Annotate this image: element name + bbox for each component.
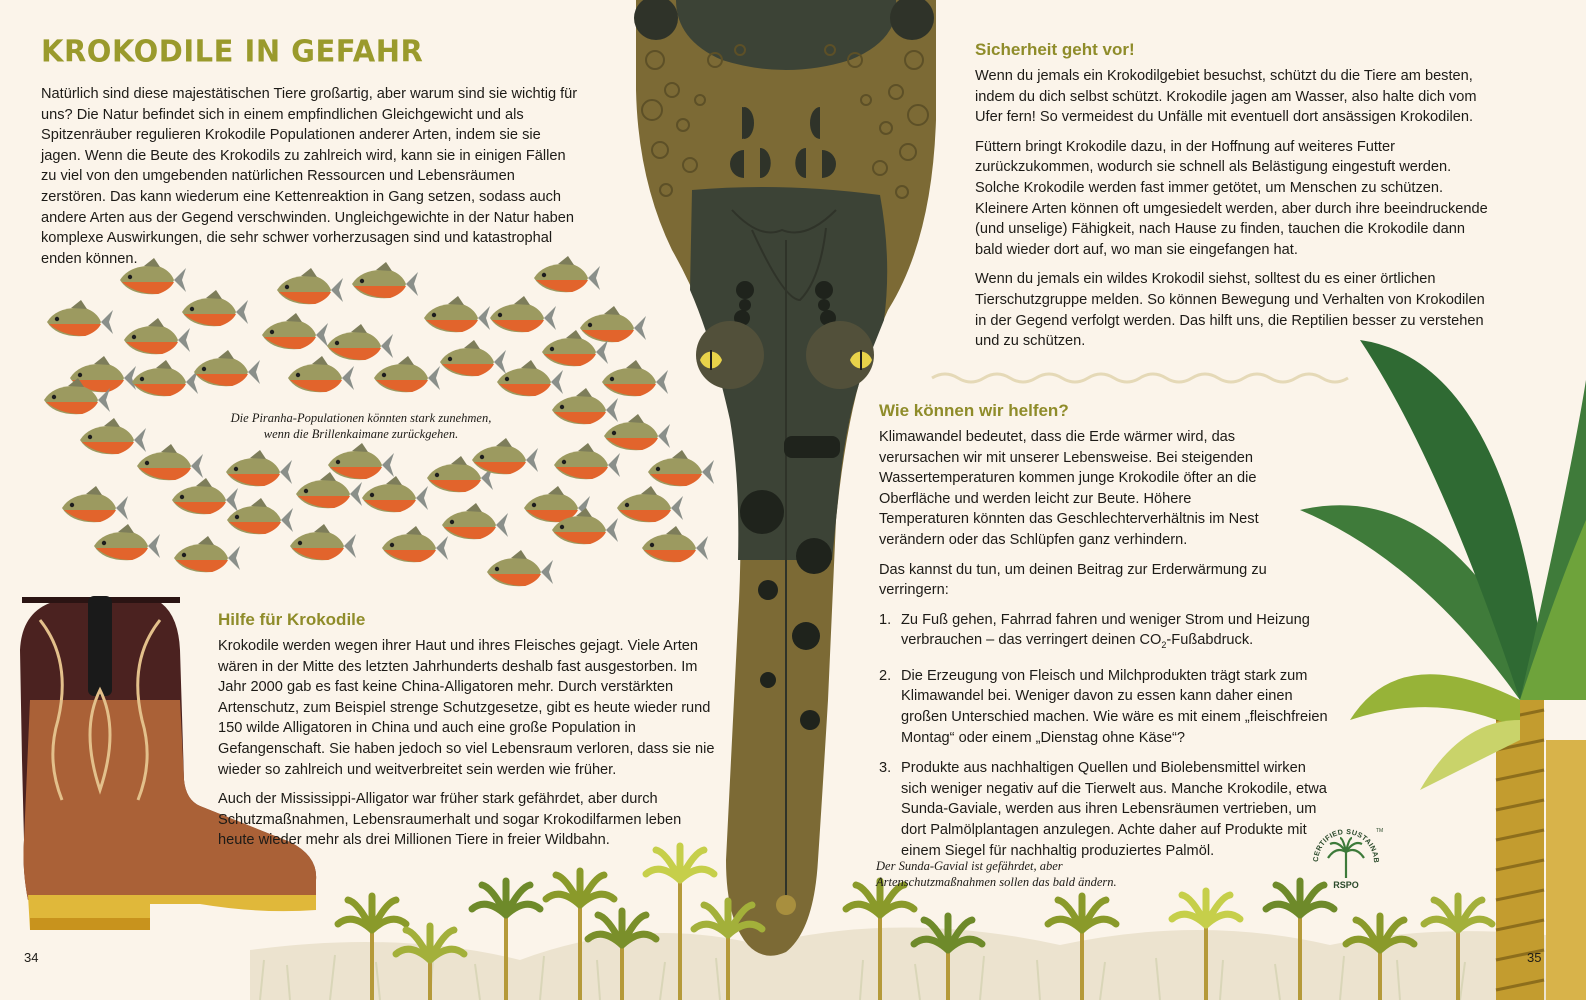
piranha-icon [442,503,508,539]
sicherheit-section [975,40,1495,361]
hilfe-paragraph-1: Krokodile werden wegen ihrer Haut und ihres Fleisches gejagt. Viele Arten wären in der Mitte des letzten Jahrhunderts deshalb fast ausgestorben. Im Jahr 2000 gab es fast keine China-Alligatoren mehr. Durch verstärkten Artenschutz, zum Beispiel strenge Schutzgesetze, gibt es heute wieder rund 150 wilde Alligatoren in China und auch eine große Population in Gefangenschaft. Sie haben jedoch so viel Lebensraum verloren, dass sie nie wieder so zahlreich und weitverbreitet sein werden wie früher. [218,638,715,778]
piranha-icon [374,356,440,392]
piranha-icon [472,438,538,474]
piranha-icon [328,443,394,479]
palm-tree-illustration [1300,340,1586,1000]
intro-text: Natürlich sind diese majestätischen Tiere großartig, aber warum sind sie wichtig für uns? Die Natur befindet sich in einem empfindlichen Gleichgewicht und als Spitzenräuber regulieren Krokodile Populationen anderer Arten, indem sie sie jagen. Wenn die Beute des Krokodils zu zahlreich wird, kann sie in einigen Fällen zu viel von den umgebenden natürlichen Ressourcen und Lebensräumen zerstören. Das kann wiederum eine Kettenreaktion in Gang setzen, sodass auch andere Arten aus der Gegend verschwinden. Ungleichgewichte in der Natur haben komplexe Auswirkungen, die sehr schwer vorherzusagen sind und katastrophal enden können. [41,86,578,267]
page-number-right: 35 [1527,950,1542,965]
piranha-icon [172,478,238,514]
piranha-icon [174,536,240,572]
piranha-icon [124,318,190,354]
list-item: 3. Produkte aus nachhaltigen Quellen und Biolebensmittel wirken sich weniger negativ auf die Tierwelt aus. Manche Krokodile, etwa Sunda-Gaviale, werden aus ihren Lebensräumen vertrieben, um dort Palmölplantagen anzulegen. Achte daher auf Produkte mit einem Siegel für nachhaltig produziertes Palmöl. [879,760,1327,859]
wavy-divider [932,374,1348,382]
sicherheit-paragraph-3: Wenn du jemals ein wildes Krokodil siehst, solltest du es einer örtlichen Tierschutzgruppe melden. So können Bewegung und Verhalten von Krokodilen in der Gegend verfolgt werden. Das hilft uns, die Reptilien besser zu verstehen und zu schützen. [975,271,1485,350]
piranha-icon [424,296,490,332]
piranha-icon [648,450,714,486]
hilfe-paragraph-2: Auch der Mississippi-Alligator war früher stark gefährdet, aber durch Schutzmaßnahmen, Lebensraumerhalt und sogar Krokodilfarmen leben heute wieder mehr als drei Millionen Tiere in freier Wildbahn. [218,791,682,849]
piranha-icon [487,550,553,586]
piranha-icon [617,486,683,522]
piranha-icon [226,450,292,486]
gavial-caption: Der Sunda-Gavial ist gefährdet, aber Artenschutzmaßnahmen sollen das bald ändern. [876,859,1117,889]
piranha-icon [194,350,260,386]
piranha-icon [642,526,708,562]
piranha-icon [440,340,506,376]
piranha-icon [62,486,128,522]
piranha-icon [137,444,203,480]
svg-text:CERTIFIED SUSTAINABLE PALM OIL: CERTIFIED SUSTAINABLE PALM OIL [1310,826,1382,864]
piranha-icon [554,443,620,479]
piranha-icon [262,313,328,349]
helfen-paragraph-1: Klimawandel bedeutet, dass die Erde wärmer wird, das verursachen wir mit unserer Lebensweise. Bei steigenden Wassertemperaturen kommen junge Krokodile öfter an die Oberfläche und werden leicht zur Beute. Höhere Temperaturen könnten das Geschlechterverhältnis im Nest verändern oder das Schlüpfen ganz verhindern. [879,429,1259,548]
piranha-icon [94,524,160,560]
hilfe-section [218,610,718,860]
helfen-heading: Wie können wir helfen? [879,401,1069,420]
piranha-icon [47,300,113,336]
piranha-icon [580,306,646,342]
piranha-icon [362,476,428,512]
sicherheit-paragraph-1: Wenn du jemals ein Krokodilgebiet besuchst, schützt du die Tiere am besten, indem du dich selbst schützt. Krokodile jagen am Wasser, also halte dich vom Ufer fern! So vermeidest du Unfälle mit eventuell dort ansässigen Krokodilen. [975,68,1477,126]
piranha-icon [288,356,354,392]
piranha-icon [497,360,563,396]
piranha-icon [182,290,248,326]
piranha-icon [552,388,618,424]
sicherheit-heading: Sicherheit geht vor! [975,40,1135,59]
helfen-paragraph-2: Das kannst du tun, um deinen Beitrag zur Erderwärmung zu verringern: [879,561,1267,599]
list-item: 1. Zu Fuß gehen, Fahrrad fahren und weniger Strom und Heizung verbrauchen – das verringert deinen $CO_2$-Fußabdruck. [879,611,1310,651]
piranha-icon [290,524,356,560]
piranha-icon [490,296,556,332]
list-item: 2. Die Erzeugung von Fleisch und Milchprodukten trägt stark zum Klimawandel bei. Weniger davon zu essen kann daher einen großen Unterschied machen. Wie wäre es mit einem „fleischfreien Montag“ oder einem „Dienstag ohne Käse“? [879,667,1328,746]
piranha-icon [327,324,393,360]
piranha-icon [227,498,293,534]
hilfe-heading: Hilfe für Krokodile [218,610,366,629]
svg-text:TM: TM [1376,828,1384,834]
svg-text:RSPO: RSPO [1333,880,1359,890]
piranha-icon [382,526,448,562]
helfen-list [879,610,1329,861]
page-number-left: 34 [24,950,39,965]
intro-section [41,84,581,278]
piranha-icon [132,360,198,396]
piranha-caption: Die Piranha-Populationen könnten stark zunehmen, wenn die Brillenkaimane zurückgehen. [230,411,492,441]
piranha-icon [604,414,670,450]
piranha-icon [80,418,146,454]
page-title: KROKODILE IN GEFAHR [41,33,424,69]
sicherheit-paragraph-2: Füttern bringt Krokodile dazu, in der Hoffnung auf weiteres Futter zurückzukommen, wodurch sie schnell als Belästigung eingestuft werden. Solche Krokodile werden fast immer getötet, um Menschen zu schützen. Kleinere Arten können oft umgesiedelt werden, aber durch ihre beeindruckende (und unselige) Fähigkeit, nach Hause zu finden, tauchen die Krokodile dann bald wieder dort auf, wo man sie eingefangen hat. [975,138,1488,258]
piranha-icon [602,360,668,396]
helfen-section [879,401,1329,871]
